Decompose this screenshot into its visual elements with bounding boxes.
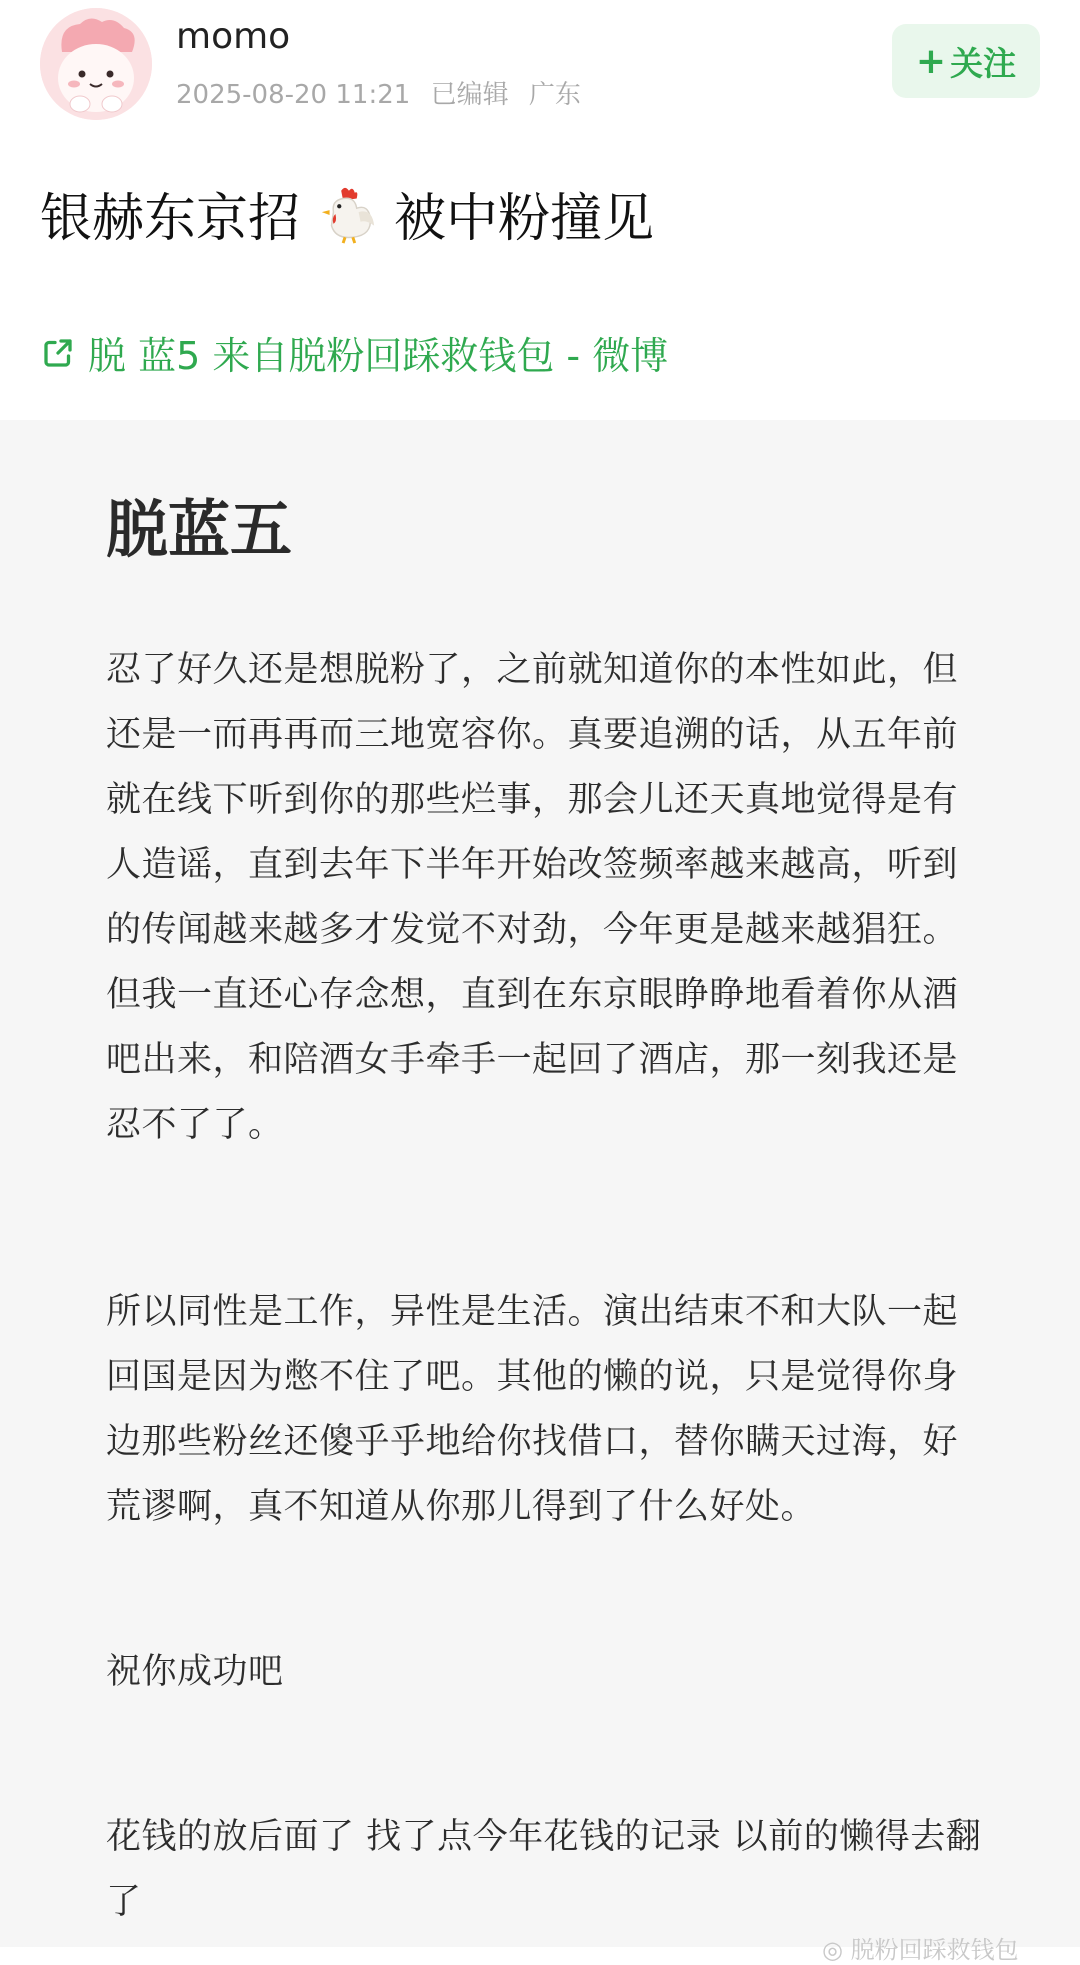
avatar[interactable] bbox=[40, 8, 152, 120]
location-label: 广东 bbox=[528, 80, 581, 110]
rooster-icon bbox=[316, 183, 378, 245]
article-paragraph: 祝你成功吧 bbox=[106, 1652, 284, 1692]
post-title bbox=[40, 176, 654, 251]
weibo-link[interactable] bbox=[40, 325, 668, 380]
article-paragraph: 忍了好久还是想脱粉了，之前就知道你的本性如此，但还是一而再再而三地宽容你。真要追溯的话，从五年前就在线下听到你的那些烂事，那会儿还天真地觉得是有人造谣，直到去年下半年开始改签频率越来越高，听到的传闻越来越多才发觉不对劲，今年更是越来越猖狂。但我一直还心存念想，直到在东京眼睁睁地看着你从酒吧出来，和陪酒女手牵手一起回了酒店，那一刻我还是忍不了了。 bbox=[106, 650, 959, 1145]
title-text-end: 被中粉撞见 bbox=[394, 189, 655, 249]
article-title: 脱蓝五 bbox=[106, 493, 293, 566]
link-text: 脱 蓝5 来自脱粉回踩救钱包 - 微博 bbox=[88, 334, 669, 378]
post-header bbox=[0, 0, 1080, 140]
watermark: ◎ 脱粉回踩救钱包 bbox=[822, 1936, 1019, 1964]
username[interactable]: momo bbox=[176, 16, 291, 57]
edited-label: 已编辑 bbox=[430, 80, 509, 110]
follow-button[interactable] bbox=[892, 24, 1040, 98]
plus-icon: + bbox=[915, 40, 947, 82]
article-paragraph: 花钱的放后面了 找了点今年花钱的记录 以前的懒得去翻了 bbox=[106, 1817, 982, 1922]
avatar-image bbox=[40, 8, 152, 120]
follow-label: 关注 bbox=[950, 43, 1017, 83]
article-paragraph: 所以同性是工作，异性是生活。演出结束不和大队一起回国是因为憋不住了吧。其他的懒的说，只是觉得你身边那些粉丝还傻乎乎地给你找借口，替你瞒天过海，好荒谬啊，真不知道从你那儿得到了什么好处。 bbox=[106, 1292, 959, 1527]
title-text-start: 银赫东京招 bbox=[40, 189, 301, 249]
post-meta bbox=[176, 74, 581, 111]
timestamp: 2025-08-20 11:21 bbox=[176, 80, 411, 110]
external-link-icon bbox=[40, 335, 76, 371]
article-image bbox=[0, 420, 1080, 1964]
